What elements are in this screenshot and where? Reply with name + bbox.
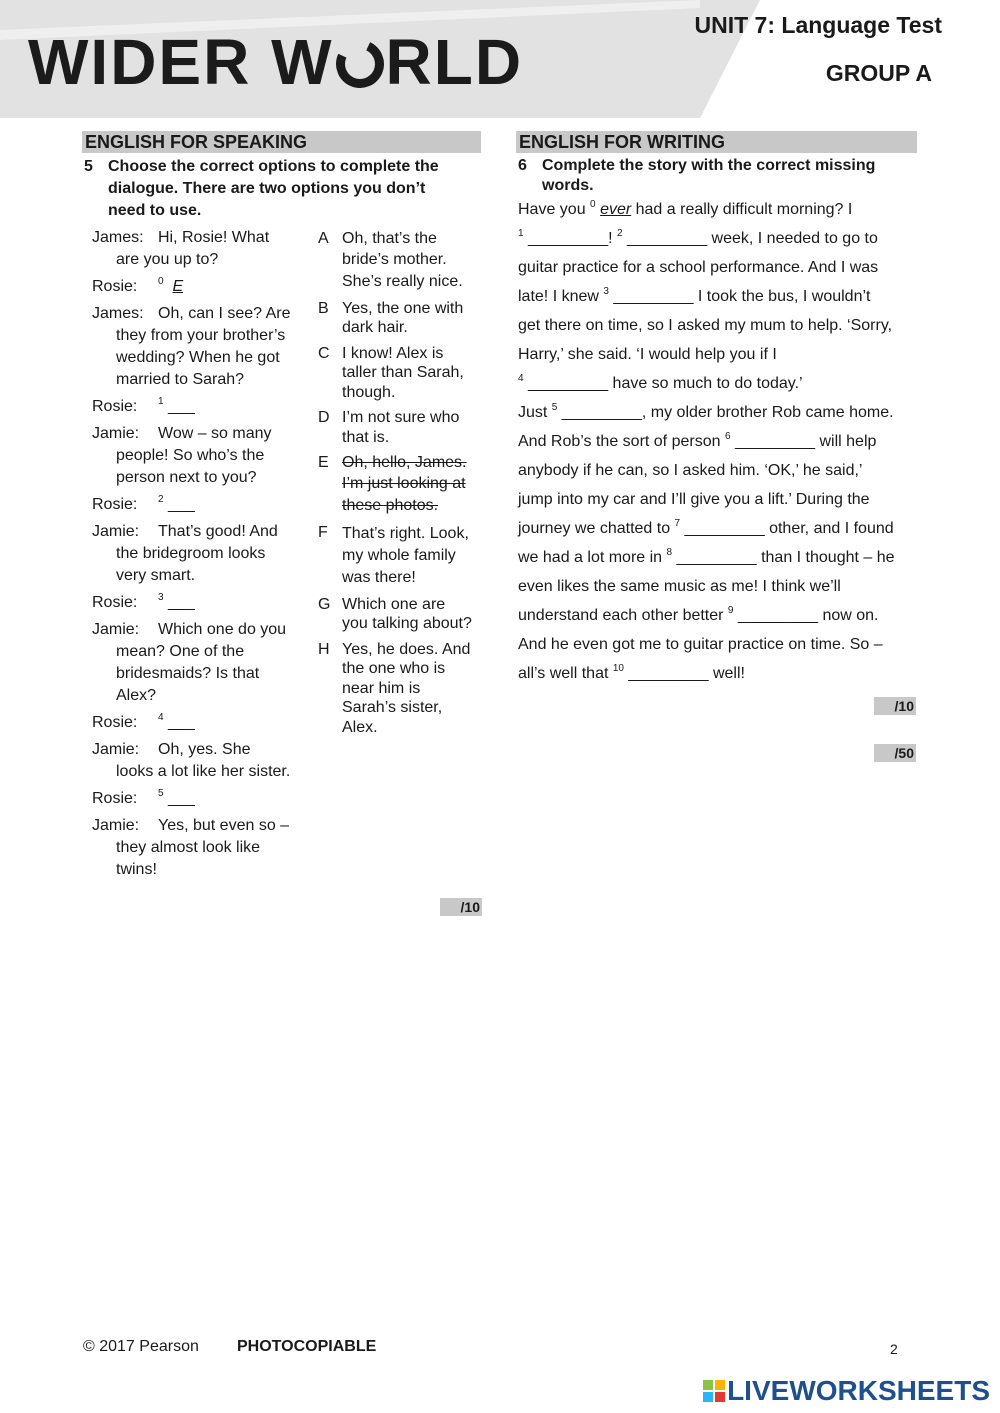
total-score-box: /50 bbox=[874, 744, 916, 762]
writing-score-box: /10 bbox=[874, 697, 916, 715]
dialogue: James: Hi, Rosie! What are you up to? Rosie: $^0$ E James: Oh, can I see? Are they from your brother’s wedding? When he got married to Sarah? Rosie: $^1$ ___ Jamie: Wow – so many people! So who’s the person next to you? Rosie: $^2$ ___ Jamie: That’s good! And the bridegroom looks very smart. Rosie: $^3$ ___ Jamie: Which one do you mean? One of the bridesmaids? Is that Alex? Rosie: $^4$ ___ Jamie: Oh, yes. She looks a lot like her sister. Rosie: $^5$ ___ Jamie: Yes, but even so – they almost look like twins! bbox=[92, 227, 312, 881]
task-6-instructions: 6 Complete the story with the correct missing words. bbox=[518, 157, 876, 194]
speaking-section-title: ENGLISH FOR SPEAKING bbox=[82, 131, 481, 153]
dialogue-line: Jamie: Yes, but even so – bbox=[92, 817, 290, 834]
answer-gap-5[interactable]: Rosie: $^5$ ___ bbox=[92, 788, 195, 807]
blank-6[interactable]: _________ will help bbox=[730, 433, 877, 450]
option-b: B Yes, the one with dark hair. bbox=[318, 299, 464, 336]
liveworksheets-icon bbox=[703, 1380, 725, 1402]
task-number: 6 bbox=[518, 157, 527, 174]
blank-8[interactable]: _________ than I thought – he bbox=[672, 549, 895, 566]
blank-4[interactable]: _________ have so much to do today.’ bbox=[523, 375, 803, 392]
dialogue-line: Rosie: $^0$ E bbox=[92, 276, 184, 295]
wider-world-logo: WIDER W RLD bbox=[28, 26, 524, 98]
photocopiable-label: PHOTOCOPIABLE bbox=[237, 1338, 377, 1355]
option-g: G Which one are you talking about? bbox=[318, 595, 472, 632]
blank-7[interactable]: _________ other, and I found bbox=[680, 520, 894, 537]
blank-10[interactable]: _________ well! bbox=[623, 665, 745, 682]
dialogue-line: Jamie: Oh, yes. She bbox=[92, 741, 251, 758]
task-5-instructions: 5 Choose the correct options to complete the dialogue. There are two options you don’t need to use. bbox=[84, 158, 439, 219]
answer-gap-4[interactable]: Rosie: $^4$ ___ bbox=[92, 712, 195, 731]
dialogue-line: James: Oh, can I see? Are bbox=[92, 305, 291, 322]
option-f: F That’s right. Look, my whole family was there! bbox=[318, 523, 469, 586]
blank-3[interactable]: _________ I took the bus, I wouldn’t bbox=[608, 288, 871, 305]
option-h: H Yes, he does. And the one who is near him is Sarah’s sister, Alex. bbox=[318, 640, 471, 736]
dialogue-line: Jamie: That’s good! And bbox=[92, 523, 278, 540]
option-a: A Oh, that’s the bride’s mother. She’s really nice. bbox=[318, 230, 463, 290]
blank-1[interactable]: _________! bbox=[523, 230, 613, 247]
dialogue-line: Jamie: Which one do you bbox=[92, 621, 287, 638]
dialogue-line: James: Hi, Rosie! What bbox=[92, 229, 270, 246]
task-number: 5 bbox=[84, 158, 93, 175]
speaking-score-box: /10 bbox=[440, 898, 482, 916]
unit-title: UNIT 7: Language Test bbox=[694, 12, 942, 38]
liveworksheets-logo[interactable]: LIVEWORKSHEETS bbox=[703, 1375, 990, 1407]
example-answer: ever bbox=[600, 201, 632, 218]
answer-gap-3[interactable]: Rosie: $^3$ ___ bbox=[92, 592, 195, 611]
blank-9[interactable]: _________ now on. bbox=[733, 607, 879, 624]
group-title: GROUP A bbox=[825, 60, 932, 86]
answer-gap-2[interactable]: Rosie: $^2$ ___ bbox=[92, 494, 195, 513]
example-answer: E bbox=[172, 278, 184, 295]
writing-section-title: ENGLISH FOR WRITING bbox=[516, 131, 917, 153]
option-c: C I know! Alex is taller than Sarah, though. bbox=[318, 344, 464, 401]
page-number: 2 bbox=[890, 1341, 898, 1357]
options-list bbox=[318, 229, 488, 737]
blank-2[interactable]: _________ week, I needed to go to bbox=[622, 230, 878, 247]
answer-gap-1[interactable]: Rosie: $^1$ ___ bbox=[92, 396, 195, 415]
blank-5[interactable]: _________, my older brother Rob came home. bbox=[557, 404, 894, 421]
option-d: D I’m not sure who that is. bbox=[318, 409, 460, 446]
dialogue-line: Jamie: Wow – so many bbox=[92, 425, 272, 442]
copyright: © 2017 Pearson bbox=[83, 1338, 199, 1355]
option-e-used-example: E Oh, hello, James. I’m just looking at these photos. bbox=[318, 454, 467, 514]
